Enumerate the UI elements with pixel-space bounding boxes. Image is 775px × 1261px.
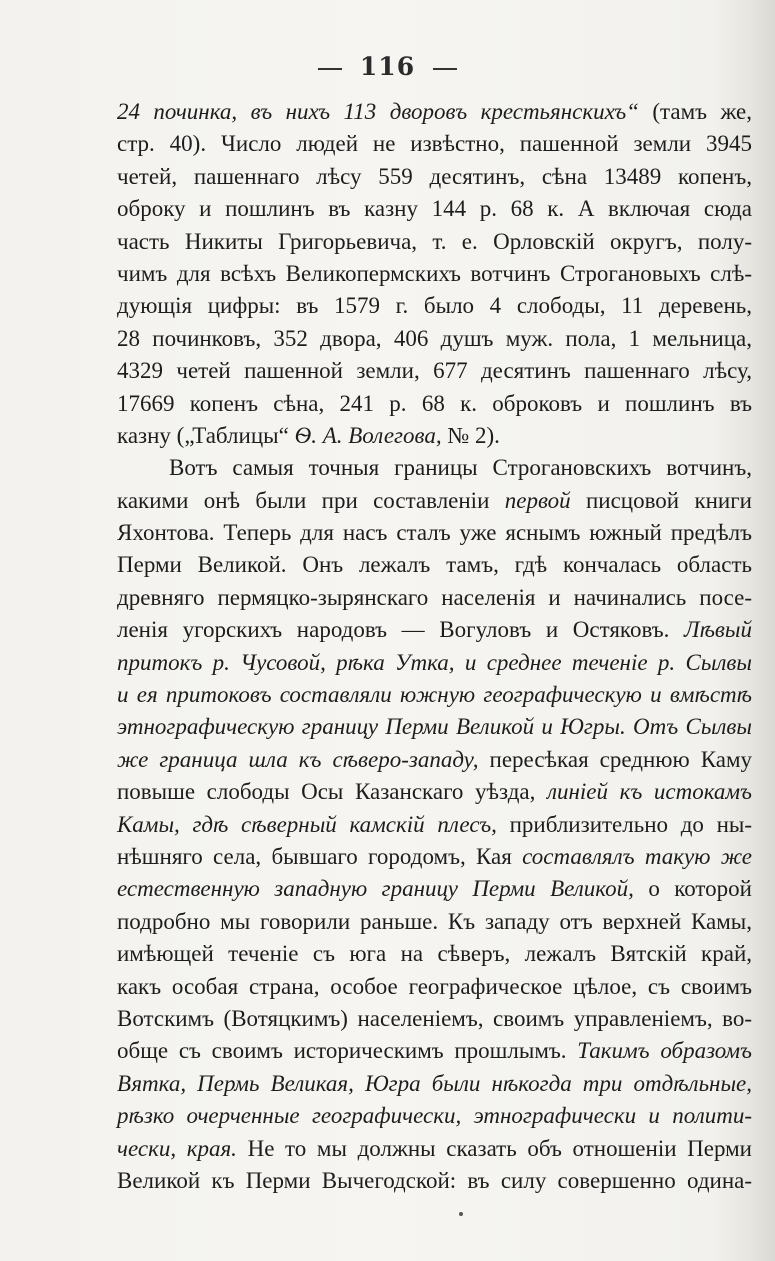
italic-run: Камы, гдѣ сѣверный камскій плесъ,: [117, 811, 497, 837]
text-run: 4329 четей пашенной земли, 677 десятинъ пашеннаго лѣсу,: [117, 358, 752, 384]
text-run: какими онѣ были при составленіи: [117, 487, 505, 513]
text-run: часть Никиты Григорьевича, т. е. Орловскій округъ, полу-: [117, 228, 752, 254]
right-dash: [433, 68, 457, 70]
text-line: [117, 128, 752, 160]
italic-run: же граница шла къ сѣверо-западу,: [117, 746, 479, 772]
text-run: имѣющей теченіе съ юга на сѣверъ, лежалъ Вятскій край,: [117, 941, 752, 967]
italic-run: чески, края.: [117, 1135, 237, 1161]
text-line: [117, 582, 752, 614]
text-line: [117, 193, 752, 225]
text-line: [117, 549, 752, 581]
text-line: [117, 96, 752, 128]
text-run: нѣшняго села, бывшаго городомъ, Кая: [117, 843, 523, 869]
text-run: чимъ для всѣхъ Великопермскихъ вотчинъ Строгановыхъ слѣ-: [117, 260, 752, 286]
text-line: [117, 776, 752, 808]
text-run: повыше слободы Осы Казанскаго уѣзда,: [117, 779, 547, 805]
text-run: приблизительно до ны-: [496, 811, 752, 837]
text-run: подробно мы говорили раньше. Къ западу отъ верхней Камы,: [117, 908, 752, 934]
italic-run: естественную западную границу Перми Великой,: [117, 876, 634, 902]
italic-run: Такимъ образомъ: [577, 1038, 752, 1064]
text-line: [117, 290, 752, 322]
italic-run: 24 починка, въ нихъ 113 дворовъ крестьянскихъ“: [117, 99, 639, 124]
text-line: [117, 1165, 752, 1197]
text-line: [117, 841, 752, 873]
text-line: [117, 258, 752, 290]
text-run: казну („Таблицы“: [117, 422, 295, 448]
text-run: № 2).: [441, 422, 500, 448]
text-run: о которой: [633, 876, 752, 902]
text-line: [117, 906, 752, 938]
italic-run: и ея притоковъ составляли южную географическую и вмѣстѣ: [117, 682, 752, 708]
text-run: стр. 40). Число людей не извѣстно, пашенной земли 3945: [117, 131, 752, 157]
text-run: 28 починковъ, 352 двора, 406 душъ муж. пола, 1 мельница,: [117, 325, 752, 351]
text-line: [117, 323, 752, 355]
text-run: обще съ своимъ историческимъ прошлымъ.: [117, 1038, 578, 1064]
text-line: [117, 388, 752, 420]
text-line: [117, 809, 752, 841]
left-dash: [318, 68, 342, 70]
text-run: писцовой книги: [570, 487, 752, 513]
italic-run: этнографическую границу Перми Великой и Югры. Отъ Сылвы: [117, 714, 752, 740]
text-run: древняго пермяцко-зырянскаго населенія и начинались посе-: [117, 584, 752, 610]
text-line: [117, 873, 752, 905]
text-line: [117, 1133, 752, 1165]
text-line: [117, 711, 752, 743]
text-line: [117, 420, 752, 452]
text-line: [117, 614, 752, 646]
text-run: Не то мы должны сказать объ отношеніи Перми: [236, 1135, 752, 1161]
text-run: оброку и пошлинъ въ казну 144 р. 68 к. А включая сюда: [117, 196, 752, 222]
text-line: [117, 971, 752, 1003]
text-line: [117, 161, 752, 193]
text-line: [117, 744, 752, 776]
text-run: дующія цифры: въ 1579 г. было 4 слободы, 11 деревень,: [117, 293, 752, 319]
italic-run: линіей къ истокамъ: [546, 779, 753, 805]
print-speck: [459, 1212, 463, 1216]
italic-run: рѣзко очерченные географически, этнографически и полити-: [117, 1103, 752, 1129]
text-run: четей, пашеннаго лѣсу 559 десятинъ, сѣна 13489 копенъ,: [117, 163, 752, 189]
italic-run: Вятка, Пермь Великая, Югра были нѣкогда три отдѣльные,: [117, 1070, 752, 1096]
italic-run: Лѣвый: [684, 617, 752, 643]
text-line: [117, 938, 752, 970]
text-run: Перми Великой. Онъ лежалъ тамъ, гдѣ кончалась область: [117, 552, 752, 578]
text-line: [117, 452, 752, 484]
text-run: Вотъ самыя точныя границы Строгановскихъ вотчинъ,: [169, 455, 752, 481]
text-run: (тамъ же,: [638, 99, 753, 124]
text-run: Великой къ Перми Вычегодской: въ силу совершенно одина-: [117, 1167, 752, 1193]
italic-run: Ѳ. А. Волегова,: [294, 422, 442, 448]
text-run: пересѣкая среднюю Каму: [478, 746, 752, 772]
text-line: [117, 1068, 752, 1100]
text-run: 17669 копенъ сѣна, 241 р. 68 к. оброковъ и пошлинъ въ: [117, 390, 752, 416]
page-number: 116: [359, 52, 416, 81]
italic-run: составлялъ такую же: [522, 843, 753, 869]
running-head: [0, 52, 775, 81]
italic-run: притокъ р. Чусовой, рѣка Утка, и среднее теченіе р. Сылвы: [117, 649, 752, 675]
text-line: [117, 355, 752, 387]
text-line: [117, 1100, 752, 1132]
text-run: Яхонтова. Теперь для насъ сталъ уже яснымъ южный предѣлъ: [117, 520, 752, 546]
text-line: [117, 679, 752, 711]
italic-run: первой: [504, 487, 571, 513]
text-run: какъ особая страна, особое географическое цѣлое, съ своимъ: [117, 973, 752, 999]
text-line: [117, 226, 752, 258]
text-line: [117, 517, 752, 549]
text-line: [117, 485, 752, 517]
text-run: ленія угорскихъ народовъ — Вогуловъ и Остяковъ.: [117, 617, 685, 643]
body-text: [117, 96, 752, 1197]
text-line: [117, 1035, 752, 1067]
text-line: [117, 1003, 752, 1035]
text-line: [117, 647, 752, 679]
text-run: Вотскимъ (Вотяцкимъ) населеніемъ, своимъ управленіемъ, во-: [117, 1005, 752, 1031]
